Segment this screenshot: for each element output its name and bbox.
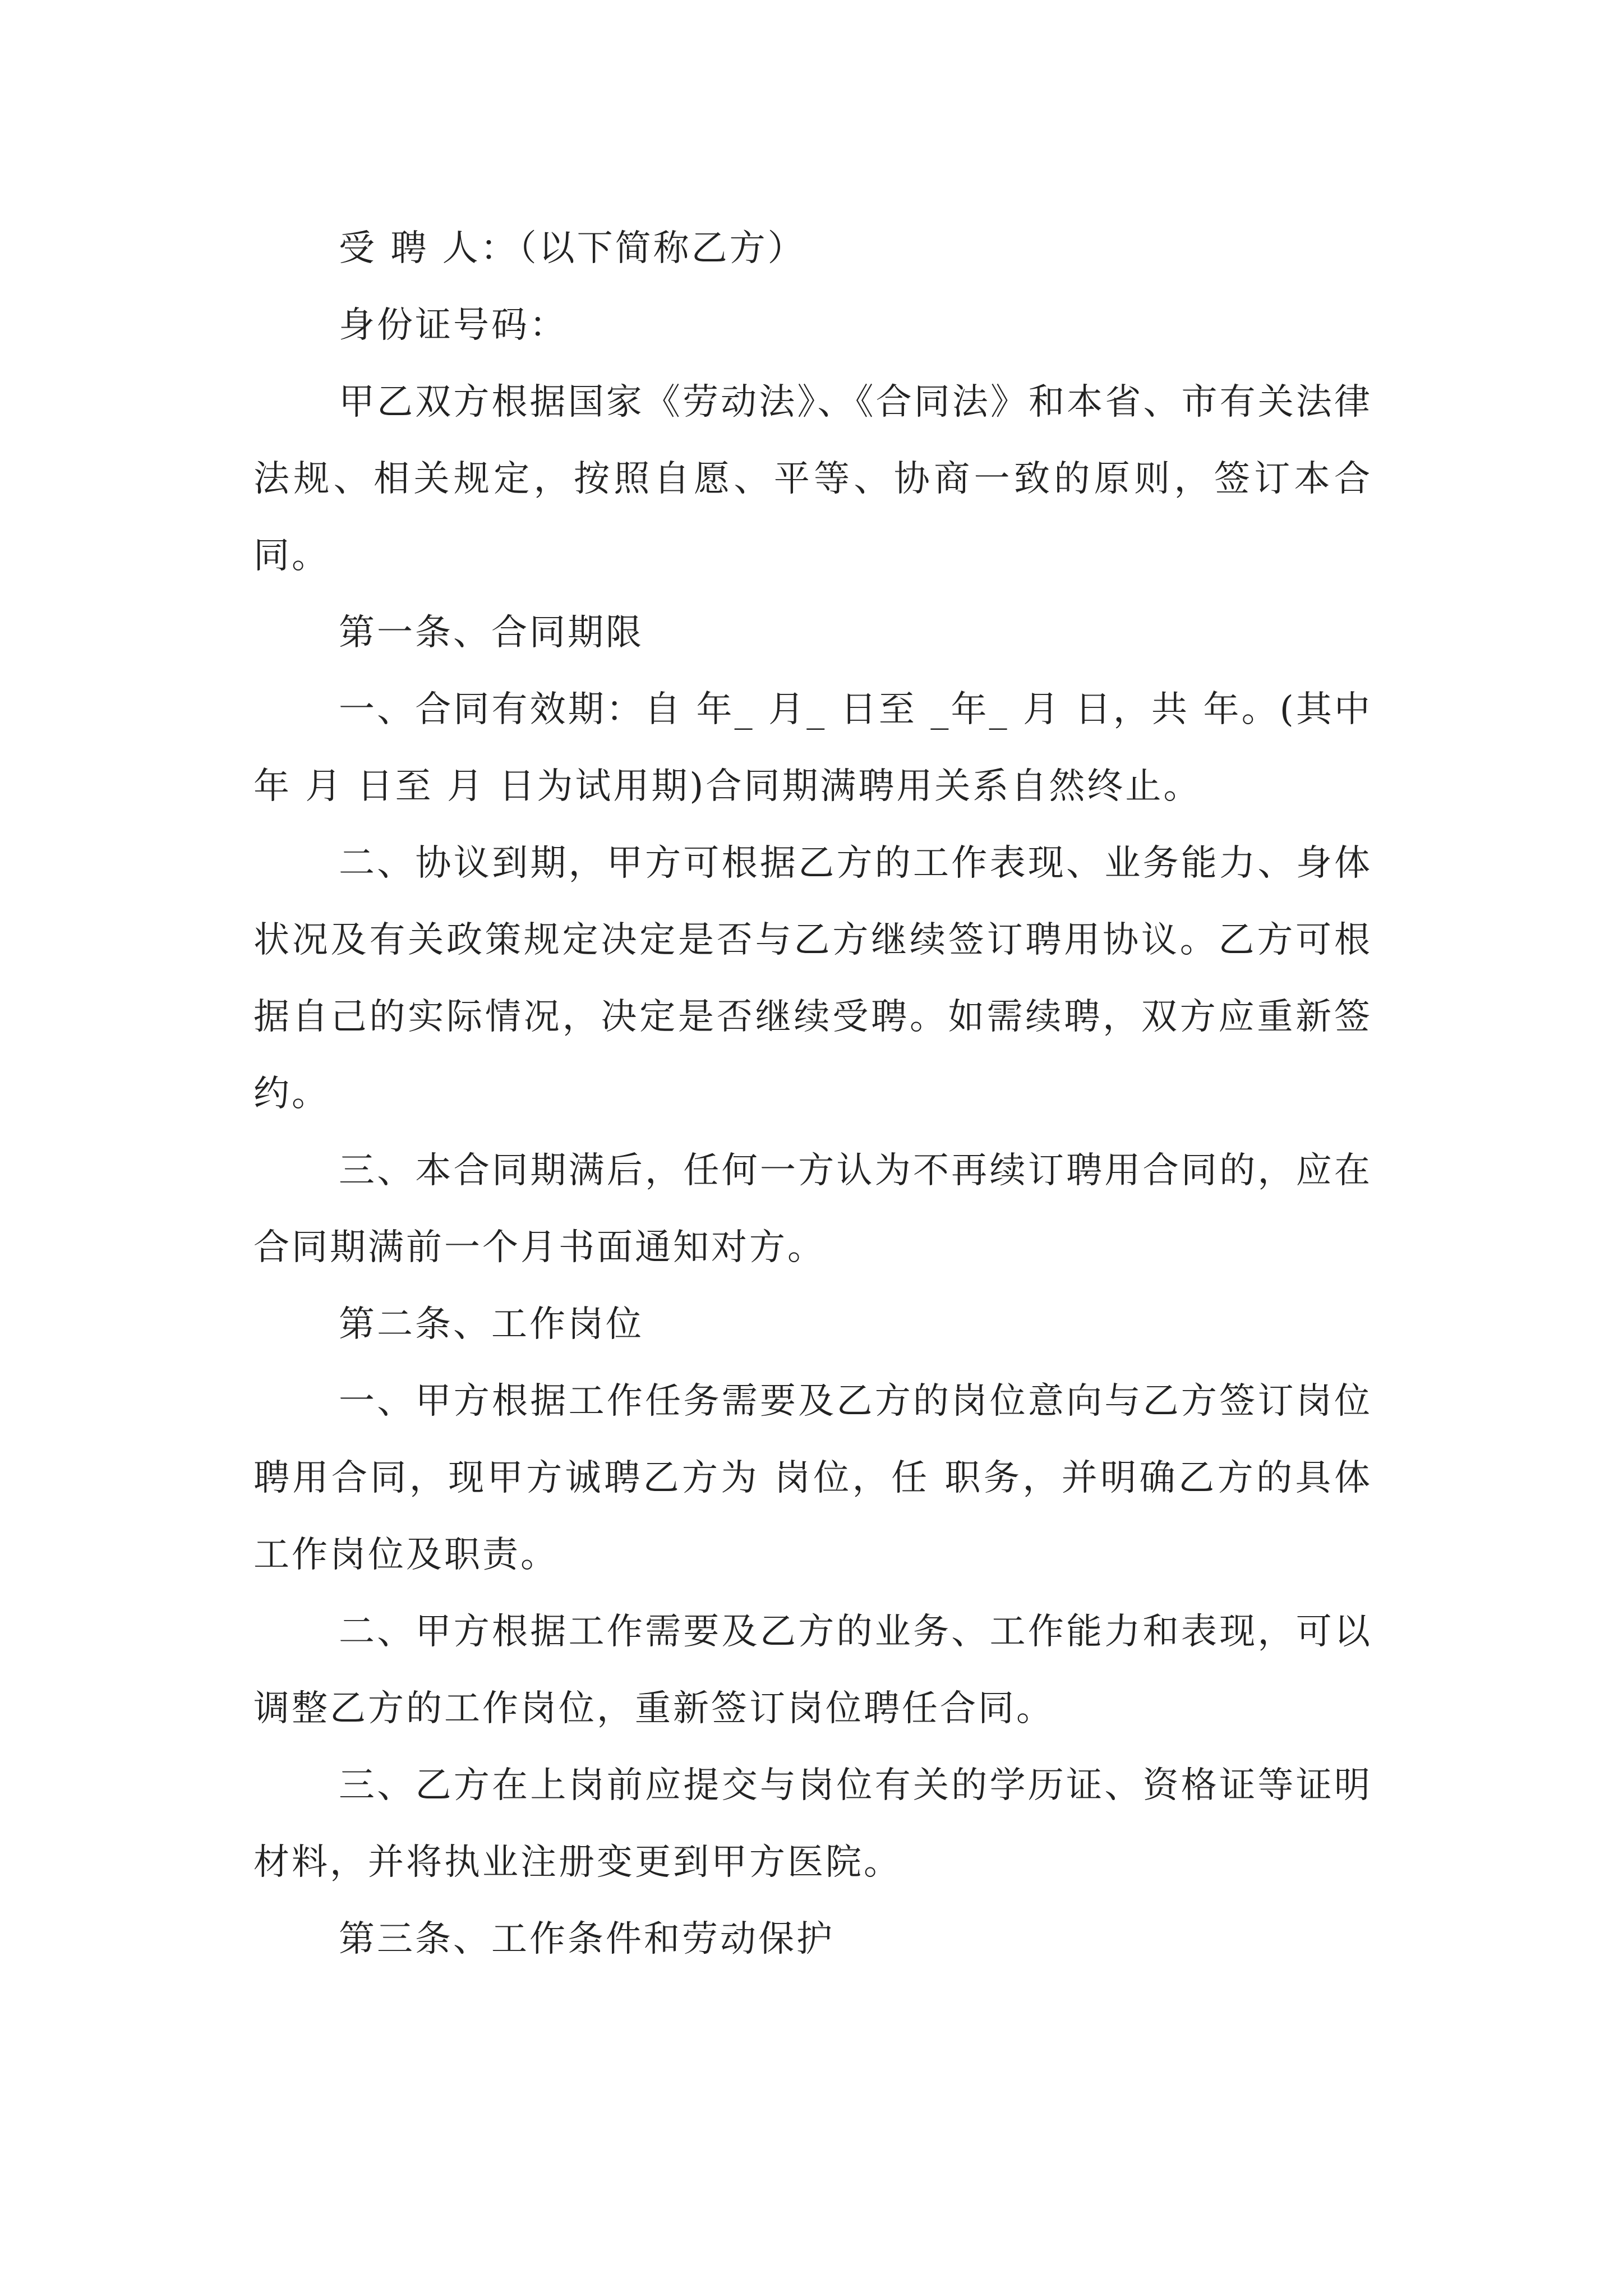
party-b-line: 受 聘 人：（以下简称乙方） (339, 228, 806, 269)
article-2-clause-3: 三、乙方在上岗前应提交与岗位有关的学历证、资格证等证明材料，并将执业注册变更到甲方医院。 (253, 1765, 1372, 1883)
article-1-clause-3: 三、本合同期满后，任何一方认为不再续订聘用合同的，应在合同期满前一个月书面通知对方。 (253, 1150, 1372, 1268)
preamble-paragraph: 甲乙双方根据国家《劳动法》、《合同法》和本省、市有关法律法规、相关规定，按照自愿、平等、协商一致的原则，签订本合同。 (253, 381, 1372, 577)
article-1-clause-1: 一、合同有效期：自 年_ 月_ 日至 _年_ 月 日，共 年。(其中 年 月 日至 月 日为试用期)合同期满聘用关系自然终止。 (253, 689, 1386, 807)
article-2-clause-2: 二、甲方根据工作需要及乙方的业务、工作能力和表现，可以调整乙方的工作岗位，重新签订岗位聘任合同。 (253, 1611, 1372, 1729)
article-1-clause-2: 二、协议到期，甲方可根据乙方的工作表现、业务能力、身体状况及有关政策规定决定是否与乙方继续签订聘用协议。乙方可根据自己的实际情况，决定是否继续受聘。如需续聘，双方应重新签约。 (253, 843, 1372, 1115)
article-2-heading: 第二条、工作岗位 (339, 1304, 644, 1345)
document-body (253, 210, 1386, 1978)
article-2-clause-1: 一、甲方根据工作任务需要及乙方的岗位意向与乙方签订岗位聘用合同，现甲方诚聘乙方为 岗位，任 职务，并明确乙方的具体工作岗位及职责。 (253, 1381, 1372, 1576)
article-1-heading: 第一条、合同期限 (339, 612, 644, 654)
article-3-heading: 第三条、工作条件和劳动保护 (339, 1918, 834, 1960)
id-number-line: 身份证号码： (339, 305, 568, 346)
